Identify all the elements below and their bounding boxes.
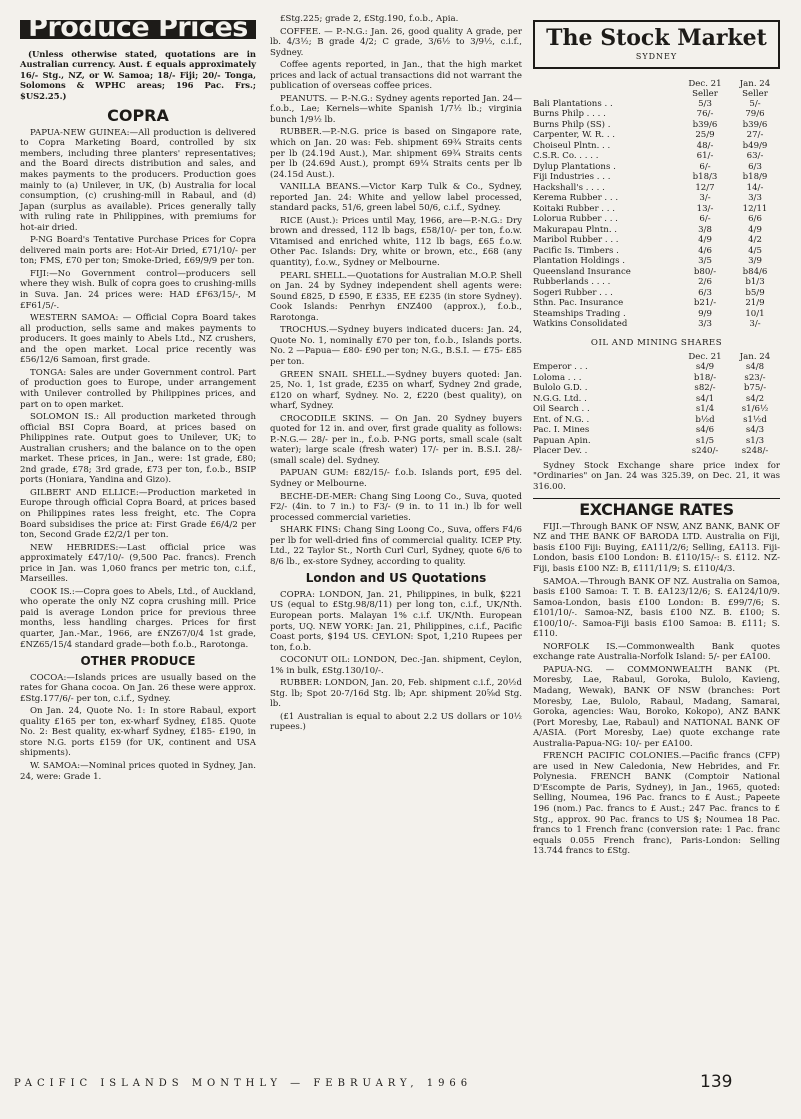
copra-paragraph: FIJI:—No Government control—producers sell where they wish. Bulk of copra goes to crushing-mills in Suva. Jan. 24 prices were: HAD £F63/15/-, M £F61/5/-. [20,268,256,311]
col-header: Seller [742,88,768,99]
table-row [533,415,780,426]
price-cell: 3/3 [748,193,762,204]
produce-paragraph: RICE (Aust.): Prices until May, 1966, are—P.-N.G.: Dry brown and dressed, 112 lb bags, £58/10/- per ton, f.o.w. Vitamised and enriched white, 112 lb bags, £65 f.o.w. Other Pac. Islands: Dry, white or brown, etc., £68 (any quantity), f.o.w., Sydney or Melbourne. [270,215,522,269]
copra-paragraph: PAPUA-NEW GUINEA:—All production is delivered to Copra Marketing Board, controlled by six members, including three planters' representatives; and the Board directs distribution and sales, and makes payments to the producers. Production goes mainly to (a) Unilever, in UK, (b) Australia for local consumption, (c) crushing-mill in Rabaul, and (d) Japan (surplus as available). Prices generally tally with ruling rate in Philippines, with premiums for hot-air dried. [20,127,256,233]
divider [533,498,780,499]
table-row [533,362,780,373]
price-cell: s4/2 [745,393,765,404]
price-cell: 4/9 [748,224,762,235]
produce-paragraph: PEARL SHELL.—Quotations for Australian M.O.P. Shell on Jan. 24 by Sydney independent shell agents were: Sound £825, D £590, E £335, EE £235 (in store Sydney). Cook Islands: Penrhyn £NZ400 (approx.), f.o.b., Rarotonga. [270,270,522,323]
company-name: Lolorua Rubber . . . [533,214,618,225]
price-cell: 6/3 [698,287,712,298]
price-cell: b5/9 [745,287,765,298]
price-cell: 6/- [699,161,711,172]
quotation-paragraph: RUBBER: LONDON, Jan. 20, Feb. shipment c.i.f., 20½d Stg. lb; Spot 20-7/16d Stg. lb; Apr. shipment 20⅝d Stg. lb. [270,678,522,710]
produce-paragraph: COFFEE. — P.-N.G.: Jan. 26, good quality A grade, per lb. 4/3½; B grade 4/2; C grade, 3/6½ to 3/9½, c.i.f., Sydney. [270,26,522,58]
london-heading: London and US Quotations [305,571,487,586]
price-cell: s4/6 [695,425,715,436]
price-cell: 6/3 [748,161,762,172]
produce-paragraph: VANILLA BEANS.—Victor Karp Tulk & Co., Sydney, reported Jan. 24: White and yellow label processed, standard packs, 51/6, green label 50/6, c.i.f., Sydney. [270,182,522,214]
left-column [20,14,256,784]
exchange-section [533,522,780,857]
company-name: Pac. I. Mines [533,425,590,436]
price-cell: 5/- [749,98,761,109]
col-header: Dec. 21 [688,352,722,363]
price-cell: 6/6 [748,214,762,225]
table-row [533,319,780,330]
price-cell: b49/9 [742,140,768,151]
table-row [533,151,780,162]
price-cell: s1½d [743,414,767,425]
price-cell: 3/8 [698,224,712,235]
copra-paragraph: TONGA: Sales are under Government control. Part of production goes to Europe, under arrangement with Unilever controlled by Philippines prices, and part on to open market. [20,367,256,410]
company-name: Oil Search . . [533,404,590,415]
price-cell: b84/6 [742,266,768,277]
table-row [533,373,780,384]
price-cell: 4/9 [698,235,712,246]
index-note: Sydney Stock Exchange share price index for "Ordinaries" on Jan. 24 was 325.39, on Dec. 21, it was 316.00. [533,460,780,492]
price-cell: 3/9 [748,256,762,267]
company-name: C.S.R. Co. . . . . [533,151,599,162]
price-cell: b18/3 [692,172,718,183]
table-row [533,172,780,183]
price-cell: b21/- [693,298,717,309]
table-row [533,383,780,394]
company-name: Emperor . . . [533,362,588,373]
table-row [533,214,780,225]
price-cell: 48/- [696,140,714,151]
table-row [533,425,780,436]
oil-table [533,352,780,457]
table-row [533,109,780,120]
company-name: Kerema Rubber . . . [533,193,619,204]
exchange-heading: EXCHANGE RATES [579,500,734,520]
oil-heading: OIL AND MINING SHARES [590,337,723,348]
table-row [533,267,780,278]
london-section [270,590,522,733]
quotation-paragraph: COCONUT OIL: LONDON, Dec.-Jan. shipment, Ceylon, 1% in bulk, £Stg.130/10/-. [270,655,522,676]
price-cell: s1/3 [745,435,765,446]
company-name: Bulolo G.D. . [533,383,588,394]
price-cell: 3/- [749,319,761,330]
table-row [533,162,780,173]
table-row [533,193,780,204]
produce-paragraph: On Jan. 24, Quote No. 1: In store Rabaul, export quality £165 per ton, ex-wharf Sydney, £185. Quote No. 2: Best quality, ex-wharf Sydney, £185- £190, in store N.G. ports £159 (for UK, continent and USA shipments). [20,706,256,759]
produce-paragraph: GREEN SNAIL SHELL.—Sydney buyers quoted: Jan. 25, No. 1, 1st grade, £235 on wharf, Sydney 2nd grade, £120 on wharf, Sydney. No. 2, £220 (best quality), on wharf, Sydney. [270,369,522,412]
stock-market-box [533,20,780,69]
produce-paragraph: SHARK FINS: Chang Sing Loong Co., Suva, offers F4/6 per lb for well-dried fins of commercial quality. ICEP Pty. Ltd., 22 Taylor St., North Curl Curl, Sydney, quote 6/6 to 8/6 lb., ex-store Sydney, according to quality. [270,525,522,567]
price-cell: s1/6½ [741,404,769,415]
table-row [533,446,780,457]
stock-market-title: The Stock Market [546,25,767,51]
price-cell: 14/- [746,182,764,193]
footer-text: PACIFIC ISLANDS MONTHLY — FEBRUARY, 1966 [14,1078,473,1089]
price-cell: s240/- [691,446,719,457]
price-cell: b18/- [693,372,717,383]
price-cell: 76/- [696,109,714,120]
company-name: Hackshall's . . . . [533,182,605,193]
price-cell: 9/9 [698,308,712,319]
table-row [533,130,780,141]
price-cell: 12/7 [695,182,715,193]
produce-paragraph: RUBBER.—P.-N.G. price is based on Singapore rate, which on Jan. 20 was: Feb. shipment 69¾ Straits cents per lb (24.19d Aust.), Mar. shipment 69¾ Straits cents per lb (24.69d Aust.), prompt 69¼ Straits cents per lb (24.15d Aust.). [270,127,522,180]
price-cell: b½d [695,414,715,425]
price-cell: 4/5 [748,245,762,256]
quotation-paragraph: COPRA: LONDON, Jan. 21, Philippines, in bulk, $221 US (equal to £Stg.98/8/11) per long ton, c.i.f., UK/Nth. European ports. Malayan 1% c.i.f. UK/Nth. European ports, UQ. NEW YORK: Jan. 21, Philippines, c.i.f., Pacific Coast ports, $194 US. CEYLON: Spot, 1,210 Rupees per ton, f.o.b. [270,589,522,653]
company-name: Loloma . . . [533,372,582,383]
company-name: Fiji Industries . . . [533,172,611,183]
price-cell: s4/3 [745,425,765,436]
produce-paragraph: £Stg.225; grade 2, £Stg.190, f.o.b., Apia. [280,14,459,24]
company-name: Choiseul Plntn. . . [533,140,611,151]
copra-heading: COPRA [107,106,169,126]
company-name: Steamships Trading . [533,308,626,319]
table-row [533,394,780,405]
price-cell: 13/- [696,203,714,214]
price-cell: 4/2 [748,235,762,246]
table-row [533,183,780,194]
price-cell: b75/- [743,383,767,394]
price-cell: 25/9 [695,130,715,141]
table-row [533,404,780,415]
table-row [533,309,780,320]
quotation-paragraph: (£1 Australian is equal to about 2.2 US dollars or 10½ rupees.) [270,711,522,733]
other-produce-section [20,673,256,782]
produce-paragraph: CROCODILE SKINS. — On Jan. 20 Sydney buyers quoted for 12 in. and over, first grade quality as follows: P.-N.G.— 28/- per in., f.o.b. P-NG ports, small scale (salt water); large scale (fresh water) 17/- per in. B.S.I. 28/- (small scale) del. Sydney. [270,413,522,466]
col-header: Seller [692,88,718,99]
table-row [533,277,780,288]
col-header: Dec. 21 [688,78,722,89]
produce-paragraph: PEANUTS. — P.-N.G.: Sydney agents reported Jan. 24—f.o.b., Lae; Kernels—white Spanish 1/7½ lb.; virginia bunch 1/9½ lb. [270,93,522,125]
price-cell: 12/11 [742,203,768,214]
table-row [533,99,780,110]
copra-paragraph: P-NG Board's Tentative Purchase Prices for Copra delivered main ports are: Hot-Air Dried, £71/10/- per ton; FMS, £70 per ton; Smoke-Dried, £69/9/9 per ton. [20,235,256,267]
company-name: Ent. of N.G. . [533,414,590,425]
copra-section [20,128,256,650]
company-name: Papuan Apin. [533,435,591,446]
table-row [533,204,780,215]
company-name: Queensland Insurance [533,266,631,277]
copra-paragraph: NEW HEBRIDES:—Last official price was approximately £47/10/- (9,500 Pac. francs). French price in Jan. was 1,060 francs per metric ton, c.i.f., Marseilles. [20,542,256,585]
table-row [533,225,780,236]
price-cell: 5/3 [698,98,712,109]
price-cell: s4/8 [745,362,765,373]
stock-market-subtitle: SYDNEY [635,52,678,61]
right-column [533,14,780,859]
company-name: Maribol Rubber . . . [533,235,619,246]
price-cell: s4/1 [695,393,715,404]
table-row [533,298,780,309]
table-row [533,235,780,246]
company-name: Burns Philp . . . . [533,109,606,120]
exchange-paragraph: FIJI.—Through BANK OF NSW, ANZ BANK, BANK OF NZ and THE BANK OF BARODA LTD. Australia on Fiji, basis £100 Fiji: Buying, £A111/2/6; Selling, £A113. Fiji-London, basis £100 London: B. £110/15/-: S. £112. NZ-Fiji, basis £100 NZ: B, £111/11/9; S. £110/4/3. [533,521,780,574]
company-name: Placer Dev. . [533,446,588,457]
price-cell: 3/- [699,193,711,204]
price-cell: 2/6 [698,277,712,288]
price-cell: s1/5 [695,435,715,446]
produce-paragraph: BECHE-DE-MER: Chang Sing Loong Co., Suva, quoted F2/- (4in. to 7 in.) to F3/- (9 in. to 11 in.) lb for well processed commercial varieties. [270,491,522,523]
price-cell: 3/3 [698,319,712,330]
exchange-paragraph: NORFOLK IS.—Commonwealth Bank quotes exchange rate Australia-Norfolk Island: 5/- per £A100. [533,641,780,663]
company-name: Carpenter, W. R. . . [533,130,616,141]
price-cell: s1/4 [695,404,715,415]
company-name: Watkins Consolidated [533,319,628,330]
company-name: Koitaki Rubber . . . [533,203,615,214]
company-name: Sogeri Rubber . . . [533,287,613,298]
price-cell: 10/1 [745,308,765,319]
price-cell: 21/9 [745,298,765,309]
price-cell: s23/- [744,372,766,383]
price-cell: 27/- [746,130,764,141]
currency-note: (Unless otherwise stated, quotations are in Australian currency. Aust. £ equals approximately 16/- Stg., NZ, or W. Samoa; 18/- Fiji; 20/- Tonga, Solomons & WPHC areas; 196 Pac. Frs.; $US2.25.) [20,48,256,101]
price-cell: 6/- [699,214,711,225]
table-row [533,436,780,447]
price-cell: 4/6 [698,245,712,256]
price-cell: s82/- [694,383,716,394]
produce-paragraph: COCOA:—Islands prices are usually based on the rates for Ghana cocoa. On Jan. 26 these were approx. £Stg.177/6/- per ton, c.i.f., Sydney. [20,672,256,704]
price-cell: b39/6 [692,119,718,130]
table-row [533,288,780,299]
price-cell: b1/3 [745,277,765,288]
produce-paragraph: PAPUAN GUM: £82/15/- f.o.b. Islands port, £95 del. Sydney or Melbourne. [270,468,522,489]
table-row [533,120,780,131]
price-cell: s248/- [741,446,769,457]
copra-paragraph: SOLOMON IS.: All production marketed through official BSI Copra Board, at prices based on Philippines rate. Output goes to Unilever, UK; to Australian crushers; and the balance on to the open market. These prices, in Jan., were: 1st grade, £80; 2nd grade, £78; 3rd grade, £73 per ton, f.o.b., BSIP ports (Honiara, Yandina and Gizo). [20,412,256,486]
company-name: Dylup Plantations . [533,161,616,172]
price-cell: s4/9 [695,362,715,373]
exchange-paragraph: FRENCH PACIFIC COLONIES.—Pacific francs (CFP) are used in New Caledonia, New Hebrides, and Fr. Polynesia. FRENCH BANK (Comptoir National D'Escompte de Paris, Sydney), in Jan., 1965, quoted: Selling, Noumea, 196 Pac. francs to £ Aust.; Papeete 196 (nom.) Pac. francs to £ Aust.; 247 Pac. francs to £ Stg., approx. 90 Pac. francs to US $; Noumea 18 Pac. francs to 1 French franc (conversion rate: 1 Pac. franc equals 0.055 French franc), Paris-London: Selling 13.744 francs to £Stg. [533,751,780,857]
table-row [533,141,780,152]
middle-column [270,14,522,735]
table-row [533,246,780,257]
other-produce-heading: OTHER PRODUCE [80,654,196,669]
col-header: Jan. 24 [739,78,771,89]
copra-paragraph: WESTERN SAMOA: — Official Copra Board takes all production, sells same and makes payments to producers. It goes mainly to Abels Ltd., NZ crushers, and the open market. Local price recently was £56/12/6 Samoan, first grade. [20,313,256,366]
company-name: Makurapau Plntn. . [533,224,618,235]
col-header: Jan. 24 [739,352,771,363]
produce-section [270,14,522,567]
company-name: Rubberlands . . . . [533,277,611,288]
company-name: Bali Plantations . . [533,98,613,109]
price-cell: 61/- [696,151,714,162]
produce-paragraph: W. SAMOA:—Nominal prices quoted in Sydney, Jan. 24, were: Grade 1. [20,761,256,782]
price-cell: b80/- [693,266,717,277]
page-title: Produce Prices [20,20,256,39]
stock-table [533,79,780,330]
page-number: 139 [700,1072,733,1092]
produce-paragraph: TROCHUS.—Sydney buyers indicated ducers: Jan. 24, Quote No. 1, nominally £70 per ton, f.o.b., Islands ports. No. 2 —Papua— £80- £90 per ton; N.G., B.S.I. — £75- £85 per ton. [270,325,522,367]
table-row [533,256,780,267]
copra-paragraph: COOK IS.:—Copra goes to Abels, Ltd., of Auckland, who operate the only NZ copra crushing mill. Price paid is average London price for previous three months, less handling charges. Prices for first quarter, Jan.-Mar., 1966, are £NZ67/0/4 1st grade, £NZ65/15/4 standard grade—both f.o.b., Rarotonga. [20,586,256,650]
company-name: Pacific Is. Timbers . [533,245,619,256]
exchange-paragraph: PAPUA-NG. — COMMONWEALTH BANK (Pt. Moresby, Lae, Rabaul, Goroka, Bulolo, Kavieng, Madang, Wewak), BANK OF NSW (branches: Port Moresby, Lae, Bulolo, Rabaul, Madang, Samarai, Goroka, agencies: Wau, Boroko, Kokopo), ANZ BANK (Port Moresby, Lae, Rabaul) and NATIONAL BANK OF A/ASIA. (Port Moresby, Lae) quote exchange rate Australia-Papua-NG: 10/- per £A100. [533,664,780,749]
price-cell: 79/6 [745,109,765,120]
exchange-paragraph: SAMOA.—Through BANK OF NZ. Australia on Samoa, basis £100 Samoa: T. T. B. £A123/12/6; S. £A124/10/9. Samoa-London, basis £100 London: B. £99/7/6; S. £101/10/-. Samoa-NZ, basis £100 NZ. B. £100; S. £100/10/-. Samoa-Fiji basis £100 Samoa: B. £111; S. £110. [533,576,780,640]
company-name: Burns Philp (SS) . [533,119,611,130]
copra-paragraph: GILBERT AND ELLICE:—Production marketed in Europe through official Copra Board, at prices based on Philippines rates less freight, etc. The Copra Board subsidises the price at: First Grade £6/4/2 per ton, Second Grade £2/2/1 per ton. [20,487,256,541]
company-name: Plantation Holdings . [533,256,625,267]
price-cell: 3/5 [698,256,712,267]
price-cell: 63/- [746,151,764,162]
company-name: Sthn. Pac. Insurance [533,298,624,309]
produce-paragraph: Coffee agents reported, in Jan., that the high market prices and lack of actual transactions did not warrant the publication of overseas coffee prices. [270,60,522,92]
price-cell: b39/6 [742,119,768,130]
price-cell: b18/9 [742,172,768,183]
company-name: N.G.G. Ltd. . [533,393,587,404]
